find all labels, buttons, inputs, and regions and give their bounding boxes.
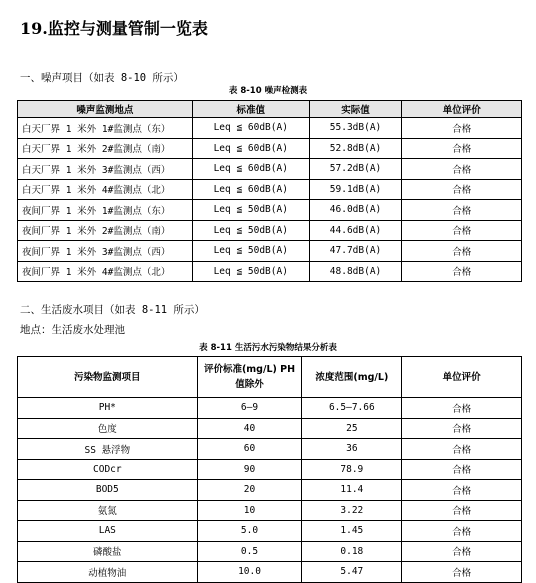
table-cell: 夜间厂界 1 米外 2#监测点（南） <box>18 220 193 241</box>
table-cell: 90 <box>197 459 302 480</box>
header-standard: 评价标准(mg/L) PH值除外 <box>197 357 302 398</box>
table-row <box>18 220 522 241</box>
table-cell: 合格 <box>402 500 522 521</box>
table-cell: 5.47 <box>302 562 402 583</box>
header-pollutant: 污染物监测项目 <box>18 357 198 398</box>
table-cell: 合格 <box>402 200 522 221</box>
table-cell: LAS <box>18 521 198 542</box>
table-cell: 52.8dB(A) <box>309 138 402 159</box>
table-cell: 3.22 <box>302 500 402 521</box>
table-cell: 夜间厂界 1 米外 3#监测点（西） <box>18 241 193 262</box>
table-cell: 色度 <box>18 418 198 439</box>
table-cell: 合格 <box>402 138 522 159</box>
table-cell: 合格 <box>402 159 522 180</box>
table-cell: BOD5 <box>18 480 198 501</box>
table-cell: Leq ≦ 60dB(A) <box>192 138 309 159</box>
table-cell: 合格 <box>402 241 522 262</box>
table-cell: 白天厂界 1 米外 2#监测点（南） <box>18 138 193 159</box>
table-cell: 55.3dB(A) <box>309 118 402 139</box>
table-cell: 6.5—7.66 <box>302 398 402 419</box>
table-cell: 59.1dB(A) <box>309 179 402 200</box>
table-cell: 48.8dB(A) <box>309 261 402 282</box>
header-evaluation: 单位评价 <box>402 101 522 118</box>
table-row <box>18 480 522 501</box>
table-cell: Leq ≦ 50dB(A) <box>192 261 309 282</box>
table-cell: 1.45 <box>302 521 402 542</box>
table-cell: PH* <box>18 398 198 419</box>
table-row <box>18 418 522 439</box>
table-cell: 10.0 <box>197 562 302 583</box>
header-evaluation: 单位评价 <box>402 357 522 398</box>
table-row <box>18 200 522 221</box>
table-cell: 20 <box>197 480 302 501</box>
table-cell: 36 <box>302 439 402 460</box>
header-concentration: 浓度范围(mg/L) <box>302 357 402 398</box>
table-cell: 合格 <box>402 418 522 439</box>
table-cell: Leq ≦ 50dB(A) <box>192 241 309 262</box>
table-8-10-caption: 表 8-10 噪声检测表 <box>228 86 308 96</box>
table-cell: Leq ≦ 50dB(A) <box>192 200 309 221</box>
table-row <box>18 179 522 200</box>
table-cell: 氨氮 <box>18 500 198 521</box>
table-row <box>18 398 522 419</box>
table-cell: Leq ≦ 50dB(A) <box>192 220 309 241</box>
table-cell: 磷酸盐 <box>18 541 198 562</box>
table-cell: Leq ≦ 60dB(A) <box>192 159 309 180</box>
table-cell: 合格 <box>402 261 522 282</box>
table-cell: 夜间厂界 1 米外 4#监测点（北） <box>18 261 193 282</box>
table-cell: 57.2dB(A) <box>309 159 402 180</box>
table-cell: Leq ≦ 60dB(A) <box>192 118 309 139</box>
table-row <box>18 521 522 542</box>
table-cell: 47.7dB(A) <box>309 241 402 262</box>
table-cell: 44.6dB(A) <box>309 220 402 241</box>
table-cell: 25 <box>302 418 402 439</box>
noise-table <box>17 100 522 282</box>
table-row <box>18 241 522 262</box>
table-cell: 10 <box>197 500 302 521</box>
header-location: 噪声监测地点 <box>18 101 193 118</box>
table-row <box>18 541 522 562</box>
section-wastewater-heading: 二、生活废水项目（如表 8-11 所示） <box>20 304 205 316</box>
table-header-row <box>18 101 522 118</box>
table-cell: 合格 <box>402 179 522 200</box>
table-header-row <box>18 357 522 398</box>
table-row <box>18 159 522 180</box>
table-cell: 0.18 <box>302 541 402 562</box>
table-cell: 6—9 <box>197 398 302 419</box>
table-cell: 白天厂界 1 米外 4#监测点（北） <box>18 179 193 200</box>
table-cell: SS 悬浮物 <box>18 439 198 460</box>
table-cell: 白天厂界 1 米外 1#监测点（东） <box>18 118 193 139</box>
wastewater-table <box>17 356 522 583</box>
table-cell: Leq ≦ 60dB(A) <box>192 179 309 200</box>
table-row <box>18 500 522 521</box>
table-cell: CODcr <box>18 459 198 480</box>
table-cell: 40 <box>197 418 302 439</box>
table-cell: 合格 <box>402 562 522 583</box>
table-row <box>18 261 522 282</box>
table-cell: 合格 <box>402 459 522 480</box>
table-cell: 78.9 <box>302 459 402 480</box>
table-8-11-caption: 表 8-11 生活污水污染物结果分析表 <box>199 343 337 353</box>
table-cell: 合格 <box>402 480 522 501</box>
table-row <box>18 138 522 159</box>
table-cell: 11.4 <box>302 480 402 501</box>
table-cell: 46.0dB(A) <box>309 200 402 221</box>
header-actual: 实际值 <box>309 101 402 118</box>
section-noise-heading: 一、噪声项目（如表 8-10 所示） <box>20 72 184 84</box>
header-standard: 标准值 <box>192 101 309 118</box>
table-cell: 夜间厂界 1 米外 1#监测点（东） <box>18 200 193 221</box>
table-cell: 合格 <box>402 541 522 562</box>
table-cell: 合格 <box>402 439 522 460</box>
table-cell: 白天厂界 1 米外 3#监测点（西） <box>18 159 193 180</box>
document-title: 19.监控与测量管制一览表 <box>20 19 208 38</box>
table-row <box>18 118 522 139</box>
table-cell: 5.0 <box>197 521 302 542</box>
table-row <box>18 562 522 583</box>
table-cell: 合格 <box>402 220 522 241</box>
table-cell: 动植物油 <box>18 562 198 583</box>
table-cell: 合格 <box>402 118 522 139</box>
table-cell: 60 <box>197 439 302 460</box>
table-cell: 合格 <box>402 521 522 542</box>
table-row <box>18 439 522 460</box>
table-row <box>18 459 522 480</box>
table-cell: 合格 <box>402 398 522 419</box>
table-cell: 0.5 <box>197 541 302 562</box>
location-text: 地点：生活废水处理池 <box>20 324 125 336</box>
